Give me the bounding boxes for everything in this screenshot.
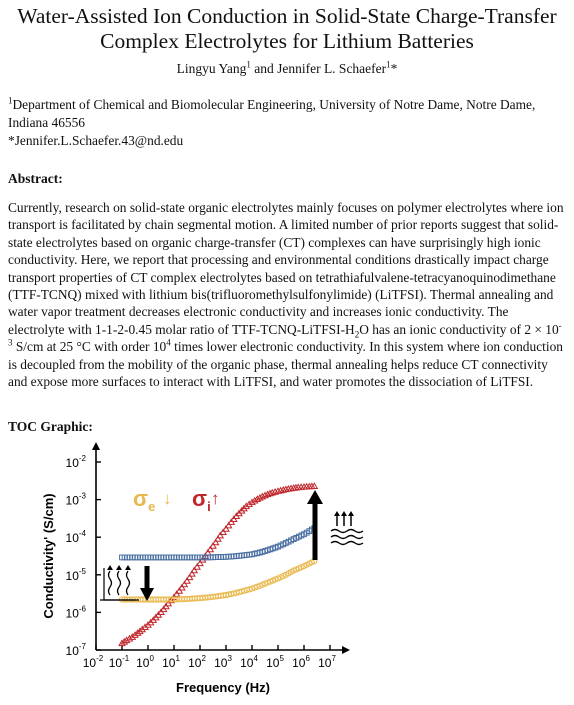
conductivity-chart: [0, 440, 574, 700]
y-tick-exponent: -7: [78, 642, 86, 651]
y-axis-label: Conductivity' (S/cm): [41, 493, 56, 619]
x-tick-exponent: -1: [122, 654, 130, 663]
y-tick-base: 10: [65, 493, 79, 508]
abstract-sup-4: 4: [166, 337, 171, 348]
y-axis-arrowhead: [92, 442, 100, 450]
sigma-i-label: [192, 486, 211, 514]
sigma-e-label: [133, 486, 155, 514]
x-tick-exponent: 2: [201, 654, 206, 663]
y-tick-label: [66, 529, 87, 545]
x-tick-label: [214, 654, 232, 670]
sigma-e-symbol: σ: [133, 486, 149, 511]
sigma-i-subscript: i: [207, 499, 211, 514]
y-tick-base: 10: [65, 568, 79, 583]
x-tick-base: 10: [108, 656, 123, 670]
authors: [0, 61, 574, 77]
x-axis-label: Frequency (Hz): [176, 680, 270, 695]
toc-graphic: [0, 440, 574, 700]
x-tick-label: [292, 654, 310, 670]
abstract-heading: Abstract:: [8, 171, 63, 186]
affiliation-mark: 1: [8, 95, 13, 106]
abstract-body: [8, 199, 566, 390]
x-tick-base: 10: [162, 656, 176, 670]
x-tick-exponent: 3: [227, 654, 232, 663]
y-tick-label: [66, 567, 87, 583]
x-tick-exponent: 7: [331, 654, 336, 663]
y-tick-base: 10: [65, 531, 79, 546]
affiliation: [8, 96, 568, 132]
abstract-part-4: times lower electronic conductivity. In this system where ion conduction is decoupled from the mobility of the organic phase, thermal annealing helps reduce CT connectivity and expose more surfaces to interact with LiTFSI, and water promotes the dissociation of LiTFSI.: [8, 339, 563, 390]
x-tick-label: [318, 654, 336, 670]
chart-decorations: [100, 486, 363, 601]
sigma-i-symbol: σ: [192, 486, 208, 511]
x-tick-label: [136, 654, 154, 670]
x-tick-label: [188, 654, 206, 670]
water-vapor-icon: [331, 511, 363, 545]
y-tick-exponent: -4: [78, 529, 86, 539]
series-square: [120, 526, 317, 560]
x-axis-arrowhead: [342, 646, 350, 654]
author-1-affil-mark: 1: [246, 59, 251, 70]
blue-to-yellow-arrow-head: [140, 588, 154, 601]
abstract-part-1: Currently, research on solid-state organic electrolytes mainly focuses on polymer electrolytes where ion transport is facilitated by chain segmental motion. A limited number of prior reports suggest that solid-state electrolytes based on organic charge-transfer (CT) complexes can have surprisingly high ionic conductivity. Here, we report that processing and environmental conditions drastically impact charge transport properties of CT complex electrolytes based on tetrathiafulvalene-tetracyanoquinodimethane (TTF-TCNQ) mixed with lithium bis(trifluoromethylsulfonylimide) (LiTFSI). Thermal annealing and water vapor treatment decreases electronic conductivity and increases ionic conductivity. The electrolyte with 1-1-2-0.45 molar ratio of TTF-TCNQ-LiTFSI-H: [8, 200, 564, 337]
heat-icon: [100, 565, 139, 600]
y-tick-exponent: -5: [78, 566, 86, 576]
y-tick-label: [66, 454, 87, 470]
x-tick-exponent: 4: [253, 654, 258, 663]
x-tick-label: [83, 654, 104, 670]
y-tick-base: 10: [65, 644, 79, 658]
abstract-part-3: S/cm at 25 °C with order 10: [12, 339, 167, 355]
x-tick-exponent: 5: [279, 654, 284, 663]
x-tick-label: [266, 654, 284, 670]
title-line-1: Water-Assisted Ion Conduction in Solid-State Charge-Transfer: [17, 4, 557, 28]
y-tick-label: [66, 492, 87, 508]
x-tick-label: [109, 654, 130, 670]
x-tick-base: 10: [188, 656, 202, 670]
x-tick-exponent: 6: [305, 654, 310, 663]
y-tick-exponent: -2: [78, 454, 86, 463]
x-tick-base: 10: [214, 656, 228, 670]
y-tick-exponent: -6: [78, 604, 86, 614]
abstract-part-2: O has an ionic conductivity of 2 × 10: [359, 321, 559, 337]
x-tick-base: 10: [266, 656, 280, 670]
sigma-e-arrow: ↓: [163, 489, 172, 508]
corresponding-email[interactable]: *Jennifer.L.Schaefer.43@nd.edu: [8, 133, 184, 148]
x-tick-base: 10: [292, 656, 306, 670]
y-tick-exponent: -3: [78, 491, 86, 501]
x-tick-base: 10: [136, 656, 150, 670]
y-tick-base: 10: [65, 456, 79, 470]
x-tick-base: 10: [240, 656, 254, 670]
x-tick-exponent: 0: [149, 654, 154, 663]
x-tick-exponent: 1: [175, 654, 180, 663]
y-tick-label: [66, 604, 87, 620]
x-tick-base: 10: [318, 656, 332, 670]
corresponding-mark: *: [390, 61, 398, 76]
paper-title: [0, 4, 574, 54]
sigma-e-subscript: e: [148, 499, 156, 514]
affiliation-text: Department of Chemical and Biomolecular Engineering, University of Notre Dame, Notre Dame, Indiana 46556: [8, 97, 536, 130]
author-2: and Jennifer L. Schaefer: [250, 61, 387, 76]
blue-to-red-arrow-head: [307, 490, 323, 504]
title-line-2: Complex Electrolytes for Lithium Batteries: [100, 29, 474, 53]
author-2-affil-mark: 1: [386, 59, 391, 70]
x-tick-label: [240, 654, 258, 670]
author-1: Lingyu Yang: [176, 61, 247, 76]
toc-heading: TOC Graphic:: [8, 419, 93, 434]
abstract-sub-2: 2: [354, 329, 360, 340]
x-tick-label: [162, 654, 180, 670]
y-tick-base: 10: [65, 606, 79, 621]
x-tick-exponent: -2: [96, 654, 104, 663]
x-tick-base: 10: [82, 656, 97, 670]
sigma-i-arrow: ↑: [211, 489, 220, 508]
abstract-sup-m3: -3: [8, 320, 562, 348]
